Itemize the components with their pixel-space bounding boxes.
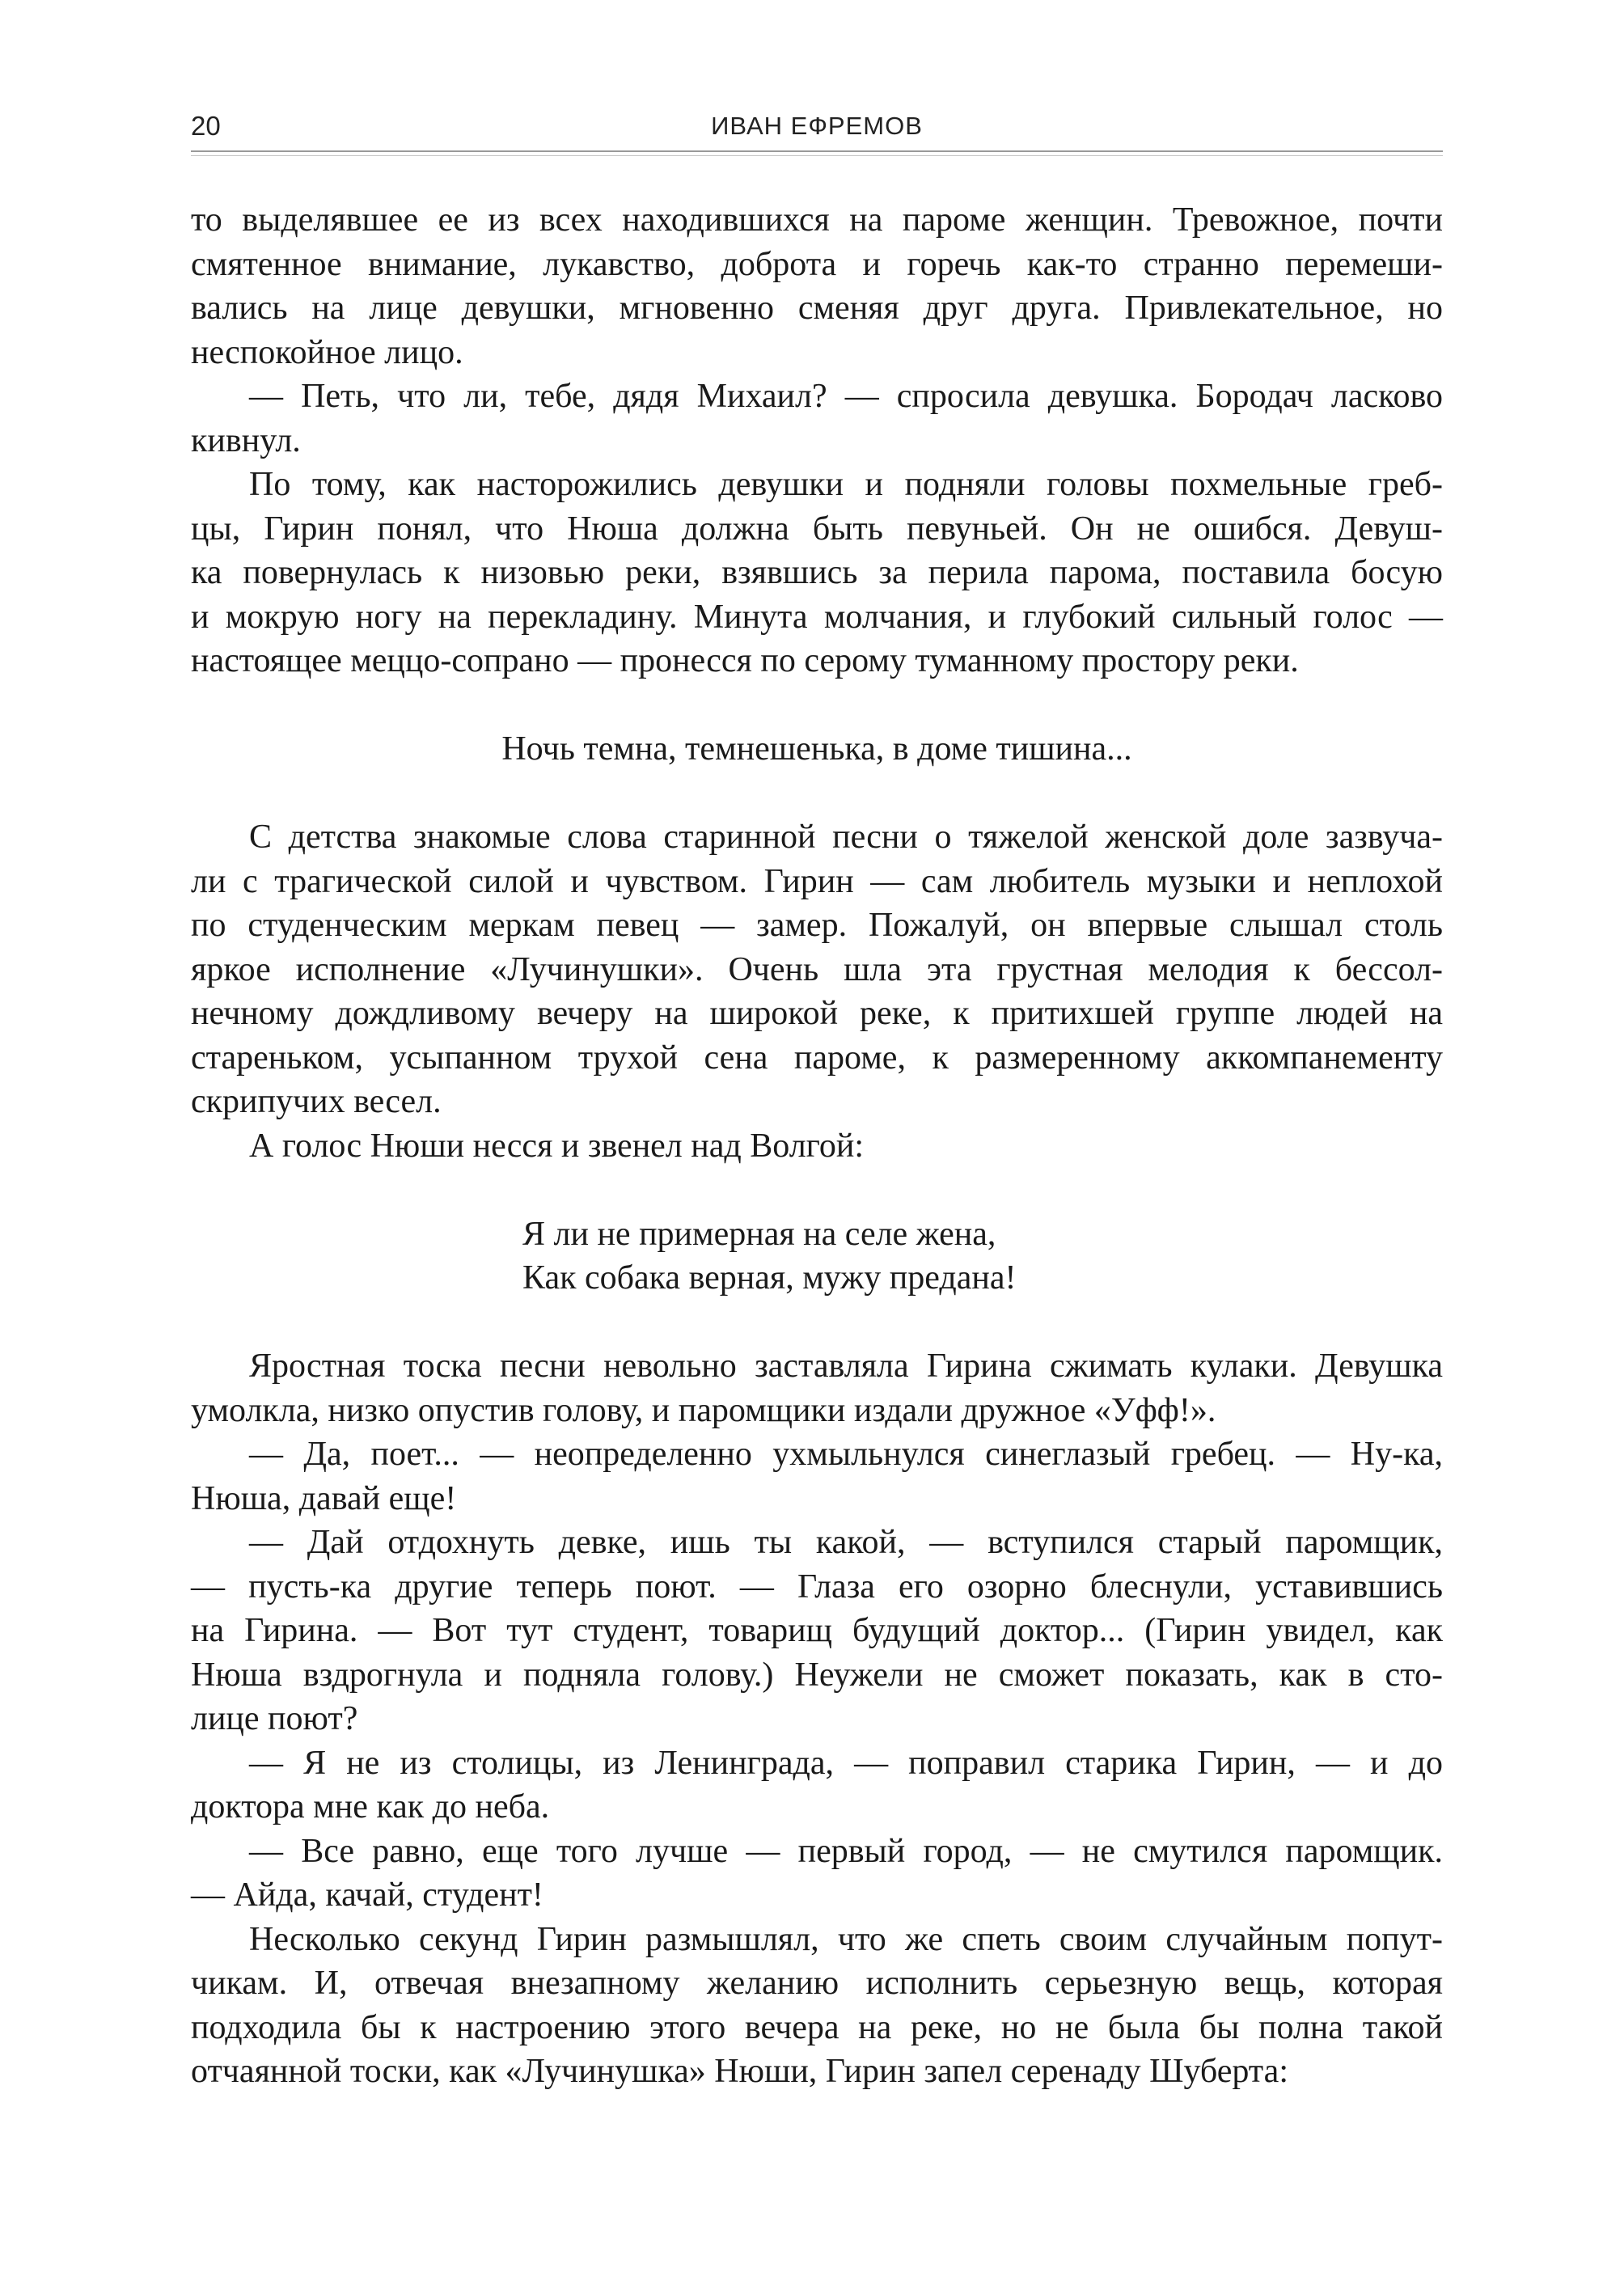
header-rule-thin bbox=[191, 155, 1443, 156]
text-line: — Дай отдохнуть девке, ишь ты какой, — вступился старый паромщик, bbox=[249, 1524, 1443, 1561]
text-line: — Петь, что ли, тебе, дядя Михаил? — спросила девушка. Бородач ласково bbox=[249, 378, 1443, 415]
running-head: ИВАН ЕФРЕМОВ bbox=[711, 112, 923, 140]
text-line: — Да, поет... — неопределенно ухмыльнулся синеглазый гребец. — Ну-ка, bbox=[249, 1436, 1443, 1473]
text-line: По тому, как насторожились девушки и подняли головы похмельные греб- bbox=[249, 466, 1443, 503]
paragraph bbox=[191, 1741, 1443, 1830]
text-line: то выделявшее ее из всех находившихся на пароме женщин. Тревожное, почти bbox=[191, 201, 1443, 239]
verse-block bbox=[191, 727, 1443, 772]
text-line: доктора мне как до неба. bbox=[191, 1788, 550, 1826]
text-line: Нюша, давай еще! bbox=[191, 1479, 457, 1517]
text-line: С детства знакомые слова старинной песни о тяжелой женской доле зазвуча- bbox=[249, 819, 1443, 856]
text-line: — Все равно, еще того лучше — первый город, — не смутился паромщик. bbox=[249, 1832, 1443, 1870]
paragraph bbox=[191, 198, 1443, 374]
paragraph bbox=[191, 1918, 1443, 2094]
text-line: цы, Гирин понял, что Нюша должна быть певуньей. Он не ошибся. Девуш- bbox=[191, 510, 1443, 548]
text-line: настоящее меццо-сопрано — пронесся по серому туманному простору реки. bbox=[191, 642, 1299, 679]
text-line: А голос Нюши несся и звенел над Волгой: bbox=[249, 1127, 864, 1165]
paragraph bbox=[191, 1521, 1443, 1741]
text-line: — пусть-ка другие теперь поют. — Глаза его озорно блеснули, уставившись bbox=[191, 1567, 1443, 1606]
text-line: яркое исполнение «Лучинушки». Очень шла эта грустная мелодия к бессол- bbox=[191, 950, 1443, 988]
verse-line: Как собака верная, мужу предана! bbox=[522, 1259, 1017, 1297]
text-line: нечному дождливому вечеру на широкой реке, к притихшей группе людей на bbox=[191, 995, 1443, 1032]
text-line: чикам. И, отвечая внезапному желанию исполнить серьезную вещь, которая bbox=[191, 1965, 1443, 2002]
text-line: Нюша вздрогнула и подняла голову.) Неужели не сможет показать, как в сто- bbox=[191, 1656, 1443, 1694]
text-line: — Я не из столицы, из Ленинграда, — поправил старика Гирин, — и до bbox=[249, 1744, 1443, 1782]
text-line: ка повернулась к низовью реки, взявшись за перила парома, поставила босую bbox=[191, 554, 1443, 591]
text-line: смятенное внимание, лукавство, доброта и горечь как-то странно перемеши- bbox=[191, 245, 1443, 283]
text-body bbox=[191, 198, 1443, 2094]
verse-line: Ночь темна, темнешенька, в доме тишина... bbox=[501, 730, 1132, 768]
verse-line: Я ли не примерная на селе жена, bbox=[522, 1215, 996, 1253]
page-header bbox=[191, 110, 1443, 159]
text-line: — Айда, качай, студент! bbox=[191, 1876, 543, 1914]
text-line: лице поют? bbox=[191, 1700, 358, 1737]
text-line: умолкла, низко опустив голову, и паромщики издали дружное «Уфф!». bbox=[191, 1391, 1216, 1429]
paragraph bbox=[191, 1124, 1443, 1169]
paragraph bbox=[191, 1432, 1443, 1521]
page-number: 20 bbox=[191, 111, 221, 141]
header-rule bbox=[191, 150, 1443, 152]
text-line: скрипучих весел. bbox=[191, 1083, 442, 1120]
text-line: по студенческим меркам певец — замер. Пожалуй, он впервые слышал столь bbox=[191, 907, 1443, 944]
text-line: кивнул. bbox=[191, 421, 301, 459]
text-line: подходила бы к настроению этого вечера на реке, но не была бы полна такой bbox=[191, 2008, 1443, 2046]
text-line: Несколько секунд Гирин размышлял, что же спеть своим случайным попут- bbox=[249, 1920, 1443, 1958]
text-line: вались на лице девушки, мгновенно сменяя друг друга. Привлекательное, но bbox=[191, 290, 1443, 327]
text-line: стареньком, усыпанном трухой сена пароме, к размеренному аккомпанементу bbox=[191, 1039, 1443, 1077]
paragraph bbox=[191, 815, 1443, 1124]
verse-block bbox=[191, 1212, 1443, 1301]
text-line: и мокрую ногу на перекладину. Минута молчания, и глубокий сильный голос — bbox=[191, 598, 1443, 636]
text-line: ли с трагической силой и чувством. Гирин — сам любитель музыки и неплохой bbox=[191, 862, 1443, 900]
text-line: отчаянной тоски, как «Лучинушка» Нюши, Гирин запел серенаду Шуберта: bbox=[191, 2053, 1288, 2090]
paragraph bbox=[191, 1830, 1443, 1918]
text-line: на Гирина. — Вот тут студент, товарищ будущий доктор... (Гирин увидел, как bbox=[191, 1612, 1443, 1649]
paragraph bbox=[191, 374, 1443, 463]
paragraph bbox=[191, 463, 1443, 683]
text-line: неспокойное лицо. bbox=[191, 333, 463, 371]
text-line: Яростная тоска песни невольно заставляла Гирина сжимать кулаки. Девушка bbox=[249, 1347, 1443, 1385]
paragraph bbox=[191, 1344, 1443, 1432]
